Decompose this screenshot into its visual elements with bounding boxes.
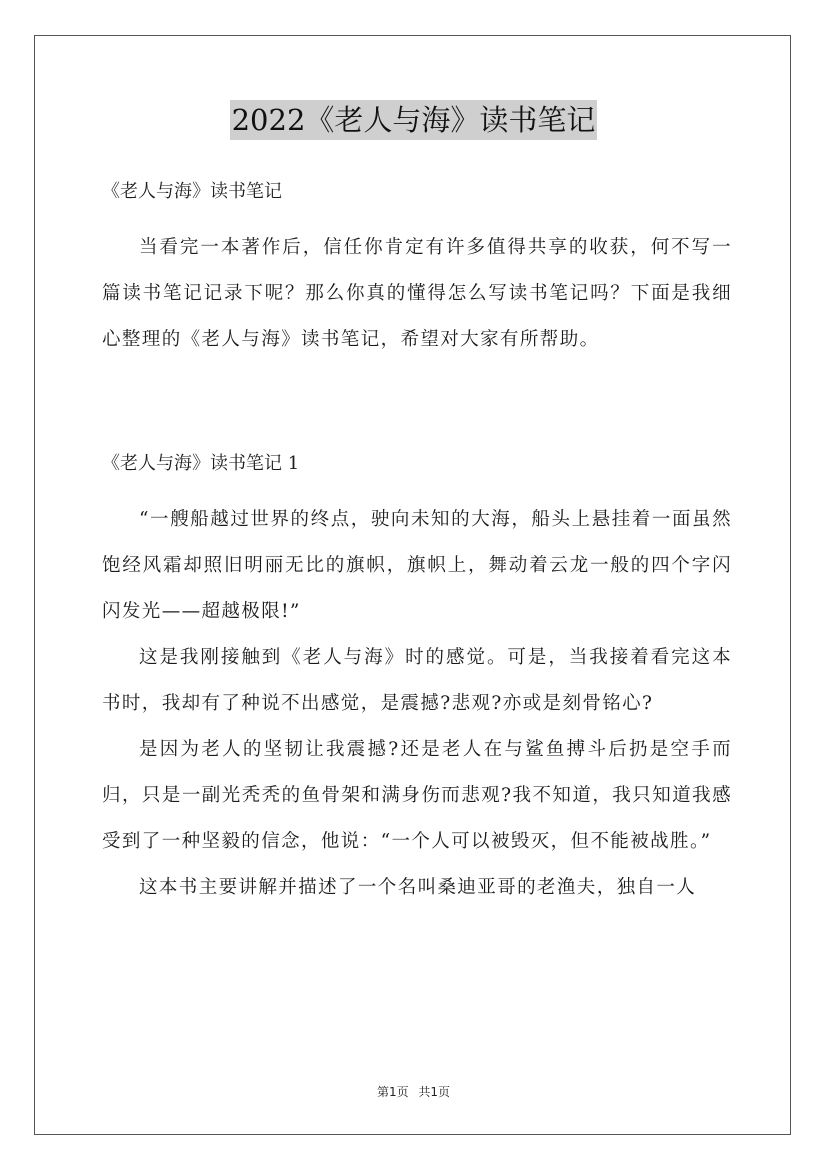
section1-body	[102, 497, 732, 911]
section1-paragraph-4: 这本书主要讲解并描述了一个名叫桑迪亚哥的老渔夫，独自一人	[139, 877, 697, 898]
section1-paragraph-2: 这是我刚接触到《老人与海》时的感觉。可是，当我接着看完这本书时，我却有了种说不出感觉，是震撼?悲观?亦或是刻骨铭心?	[102, 647, 732, 714]
section1-paragraph-1: “一艘船越过世界的终点，驶向未知的大海，船头上悬挂着一面虽然饱经风霜却照旧明丽无比的旗帜，旗帜上，舞动着云龙一般的四个字闪闪发光——超越极限!”	[102, 509, 732, 622]
section1-heading: 《老人与海》读书笔记 1	[102, 453, 300, 474]
intro-paragraph: 当看完一本著作后，信任你肯定有许多值得共享的收获，何不写一篇读书笔记记录下呢？那么你真的懂得怎么写读书笔记吗？下面是我细心整理的《老人与海》读书笔记，希望对大家有所帮助。	[102, 237, 732, 350]
intro-paragraph-block	[102, 225, 732, 363]
intro-heading: 《老人与海》读书笔记	[102, 181, 282, 202]
title-container	[0, 100, 827, 140]
page-footer	[0, 1084, 827, 1100]
section1-paragraph-3: 是因为老人的坚韧让我震撼?还是老人在与鲨鱼搏斗后扔是空手而归，只是一副光秃秃的鱼骨架和满身伤而悲观?我不知道，我只知道我感受到了一种坚毅的信念，他说：“一个人可以被毁灭，但不能被战胜。”	[102, 739, 732, 852]
intro-heading-block	[102, 180, 732, 204]
section1-heading-block	[102, 452, 732, 476]
page-number-total: 共1页	[418, 1085, 451, 1099]
page-number-current: 第1页	[376, 1085, 409, 1099]
document-title: 2022《老人与海》读书笔记	[230, 100, 598, 140]
